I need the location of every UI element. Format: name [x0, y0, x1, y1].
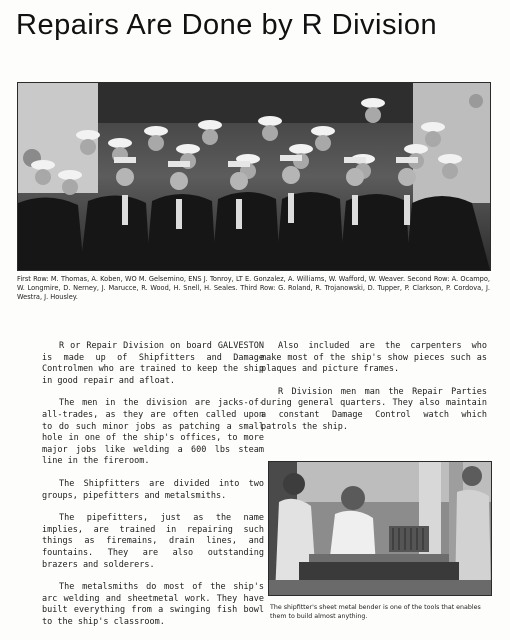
article-right-column — [261, 341, 487, 444]
sheet-metal-bender-photo — [268, 461, 492, 596]
article-paragraph: The men in the division are jacks-of-all-trades, as they are often called upon to do such minor jobs as patching a small hole in one of the ship's offices, to more major jobs like welding a 600 lbs steam line in the fireroom. — [42, 398, 264, 467]
article-paragraph: The metalsmiths do most of the ship's arc welding and sheetmetal work. They have built everything from a swinging fish bowl to the ship's classroom. — [42, 582, 264, 627]
group-photo-image — [18, 83, 490, 270]
article-paragraph: Also included are the carpenters who make most of the ship's show pieces such as plaques and picture frames. — [261, 341, 487, 375]
article-left-column — [42, 341, 264, 639]
article-paragraph: The Shipfitters are divided into two groups, pipefitters and metalsmiths. — [42, 478, 264, 501]
group-photo — [17, 82, 491, 271]
article-paragraph: R Division men man the Repair Parties during general quarters. They also maintain a constant Damage Control watch which patrols the ship. — [261, 386, 487, 432]
page-title: Repairs Are Done by R Division — [16, 9, 438, 41]
sheet-metal-bender-image — [269, 462, 491, 595]
article-paragraph: R or Repair Division on board GALVESTON is made up of Shipfitters and Damage Controlmen who are trained to keep the ship in good repair and afloat. — [42, 341, 264, 386]
article-paragraph: The pipefitters, just as the name implies, are trained in repairing such things as firemains, drain lines, and fountains. They are also outstanding brazers and solderers. — [42, 513, 264, 570]
group-photo-caption: First Row: M. Thomas, A. Koben, WO M. Gelsemino, ENS J. Tonroy, LT E. Gonzalez, A. Williams, W. Wafford, W. Weaver. Second Row: A. Ocampo, W. Longmire, D. Nerney, J. Marucce, R. Wood, H. Snell, H. Seales. Third Row: G. Roland, R. Trojanowski, D. Tupper, P. Clarkson, P. Cordova, J. Westra, J. Housley. — [17, 275, 490, 301]
sheet-metal-bender-caption: The shipfitter's sheet metal bender is one of the tools that enables them to build almost anything. — [270, 604, 481, 620]
